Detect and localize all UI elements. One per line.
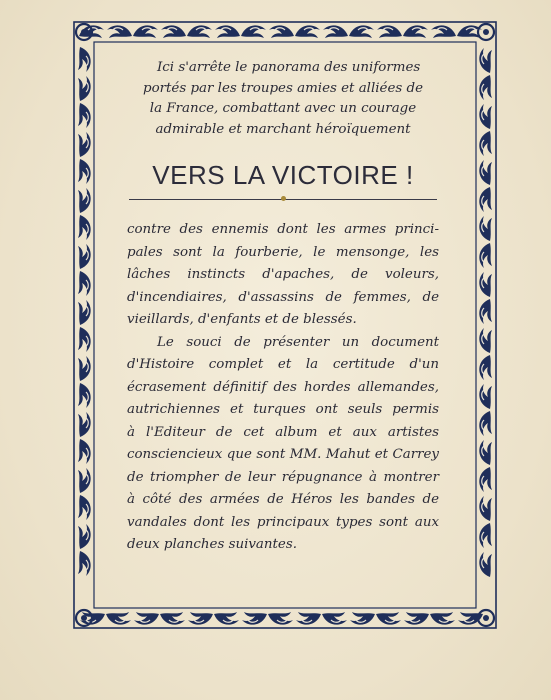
text-block: [127, 58, 439, 557]
scroll-leaf-ornament: [78, 132, 91, 157]
text-line: contre des ennemis dont les armes princi-: [127, 222, 439, 237]
text-line: vieillards, d'enfants et de blessés.: [127, 312, 357, 327]
scroll-leaf-ornament: [241, 25, 266, 38]
scroll-leaf-ornament: [78, 47, 91, 72]
scroll-leaf-ornament: [479, 187, 492, 212]
text-line: consciencieux que sont MM. Mahut et Carrey: [127, 447, 439, 462]
scroll-leaf-ornament: [78, 271, 91, 296]
text-line: écrasement définitif des hordes allemandes,: [127, 379, 439, 395]
scroll-leaf-ornament: [78, 76, 91, 101]
text-line: autrichiennes et turques ont seuls permis: [127, 402, 439, 417]
text-line: à côté des armées de Héros les bandes de: [127, 492, 439, 507]
scroll-leaf-ornament: [322, 612, 347, 625]
scroll-leaf-ornament: [78, 468, 91, 493]
text-line: d'Histoire complet et la certitude d'un: [127, 357, 439, 372]
text-line: d'incendiaires, d'assassins de femmes, de: [127, 289, 439, 305]
corner-scroll-center: [81, 615, 87, 621]
scroll-leaf-ornament: [160, 612, 185, 625]
main-text: [127, 219, 439, 557]
scroll-leaf-ornament: [78, 412, 91, 437]
scroll-leaf-ornament: [479, 411, 492, 436]
scroll-leaf-ornament: [78, 551, 91, 576]
scroll-leaf-ornament: [106, 612, 131, 625]
headline: VERS LA VICTOIRE !: [152, 160, 414, 190]
intro-line: admirable et marchant héroïquement: [155, 121, 411, 137]
intro-line: portés par les troupes amies et alliées de: [143, 80, 423, 96]
headline-rule: [129, 199, 437, 202]
scroll-leaf-ornament: [78, 524, 91, 549]
scroll-leaf-ornament: [134, 612, 159, 625]
scroll-leaf-ornament: [377, 25, 402, 38]
scroll-leaf-ornament: [133, 25, 158, 38]
scroll-leaf-ornament: [78, 495, 91, 520]
scroll-leaf-ornament: [78, 244, 91, 269]
scroll-leaf-ornament: [376, 612, 401, 625]
scroll-leaf-ornament: [107, 25, 132, 38]
scroll-leaf-ornament: [78, 188, 91, 213]
scroll-leaf-ornament: [479, 523, 492, 548]
scroll-leaf-ornament: [479, 496, 492, 521]
scroll-leaf-ornament: [187, 25, 212, 38]
scroll-leaf-ornament: [479, 384, 492, 409]
scroll-leaf-ornament: [188, 612, 213, 625]
corner-scroll-center: [483, 29, 489, 35]
scroll-leaf-ornament: [78, 300, 91, 325]
scroll-leaf-ornament: [242, 612, 267, 625]
scroll-leaf-ornament: [479, 440, 492, 465]
scroll-leaf-ornament: [78, 439, 91, 464]
scroll-leaf-ornament: [404, 612, 429, 625]
scroll-leaf-ornament: [479, 131, 492, 156]
rule-center-dot: [281, 196, 286, 201]
scroll-leaf-ornament: [430, 612, 455, 625]
scroll-leaf-ornament: [431, 25, 456, 38]
intro-line: Ici s'arrête le panorama des uniformes: [157, 60, 421, 75]
scroll-leaf-ornament: [78, 327, 91, 352]
scroll-leaf-ornament: [479, 104, 492, 129]
scroll-leaf-ornament: [161, 25, 186, 38]
scroll-leaf-ornament: [479, 467, 492, 492]
scroll-leaf-ornament: [479, 328, 492, 353]
text-line: deux planches suivantes.: [127, 537, 297, 552]
scroll-leaf-ornament: [350, 612, 375, 625]
scroll-leaf-ornament: [479, 75, 492, 100]
intro-line: la France, combattant avec un courage: [149, 101, 417, 116]
scroll-leaf-ornament: [479, 243, 492, 268]
corner-scroll-center: [483, 615, 489, 621]
scroll-leaf-ornament: [215, 25, 240, 38]
scroll-leaf-ornament: [479, 355, 492, 380]
scroll-leaf-ornament: [479, 160, 492, 185]
scroll-leaf-ornament: [295, 25, 320, 38]
text-line: à l'Editeur de cet album et aux artistes: [127, 424, 439, 440]
scroll-leaf-ornament: [78, 103, 91, 128]
scroll-leaf-ornament: [479, 48, 492, 73]
text-line: Le souci de présenter un document: [157, 334, 439, 350]
scroll-leaf-ornament: [323, 25, 348, 38]
scroll-leaf-ornament: [78, 383, 91, 408]
scroll-leaf-ornament: [269, 25, 294, 38]
scroll-leaf-ornament: [349, 25, 374, 38]
text-line: de triompher de leur répugnance à montrer: [127, 469, 439, 485]
corner-scroll-center: [81, 29, 87, 35]
scroll-leaf-ornament: [479, 272, 492, 297]
scroll-leaf-ornament: [479, 216, 492, 241]
scroll-leaf-ornament: [214, 612, 239, 625]
scroll-leaf-ornament: [268, 612, 293, 625]
scroll-leaf-ornament: [479, 299, 492, 324]
text-line: lâches instincts d'apaches, de voleurs,: [127, 267, 439, 282]
scroll-leaf-ornament: [296, 612, 321, 625]
scroll-leaf-ornament: [479, 552, 492, 577]
scroll-leaf-ornament: [403, 25, 428, 38]
scroll-leaf-ornament: [78, 159, 91, 184]
scroll-leaf-ornament: [78, 356, 91, 381]
scroll-leaf-ornament: [78, 215, 91, 240]
text-line: pales sont la fourberie, le mensonge, les: [127, 244, 439, 260]
text-line: vandales dont les principaux types sont aux: [127, 514, 439, 530]
intro-paragraph: [127, 58, 439, 140]
